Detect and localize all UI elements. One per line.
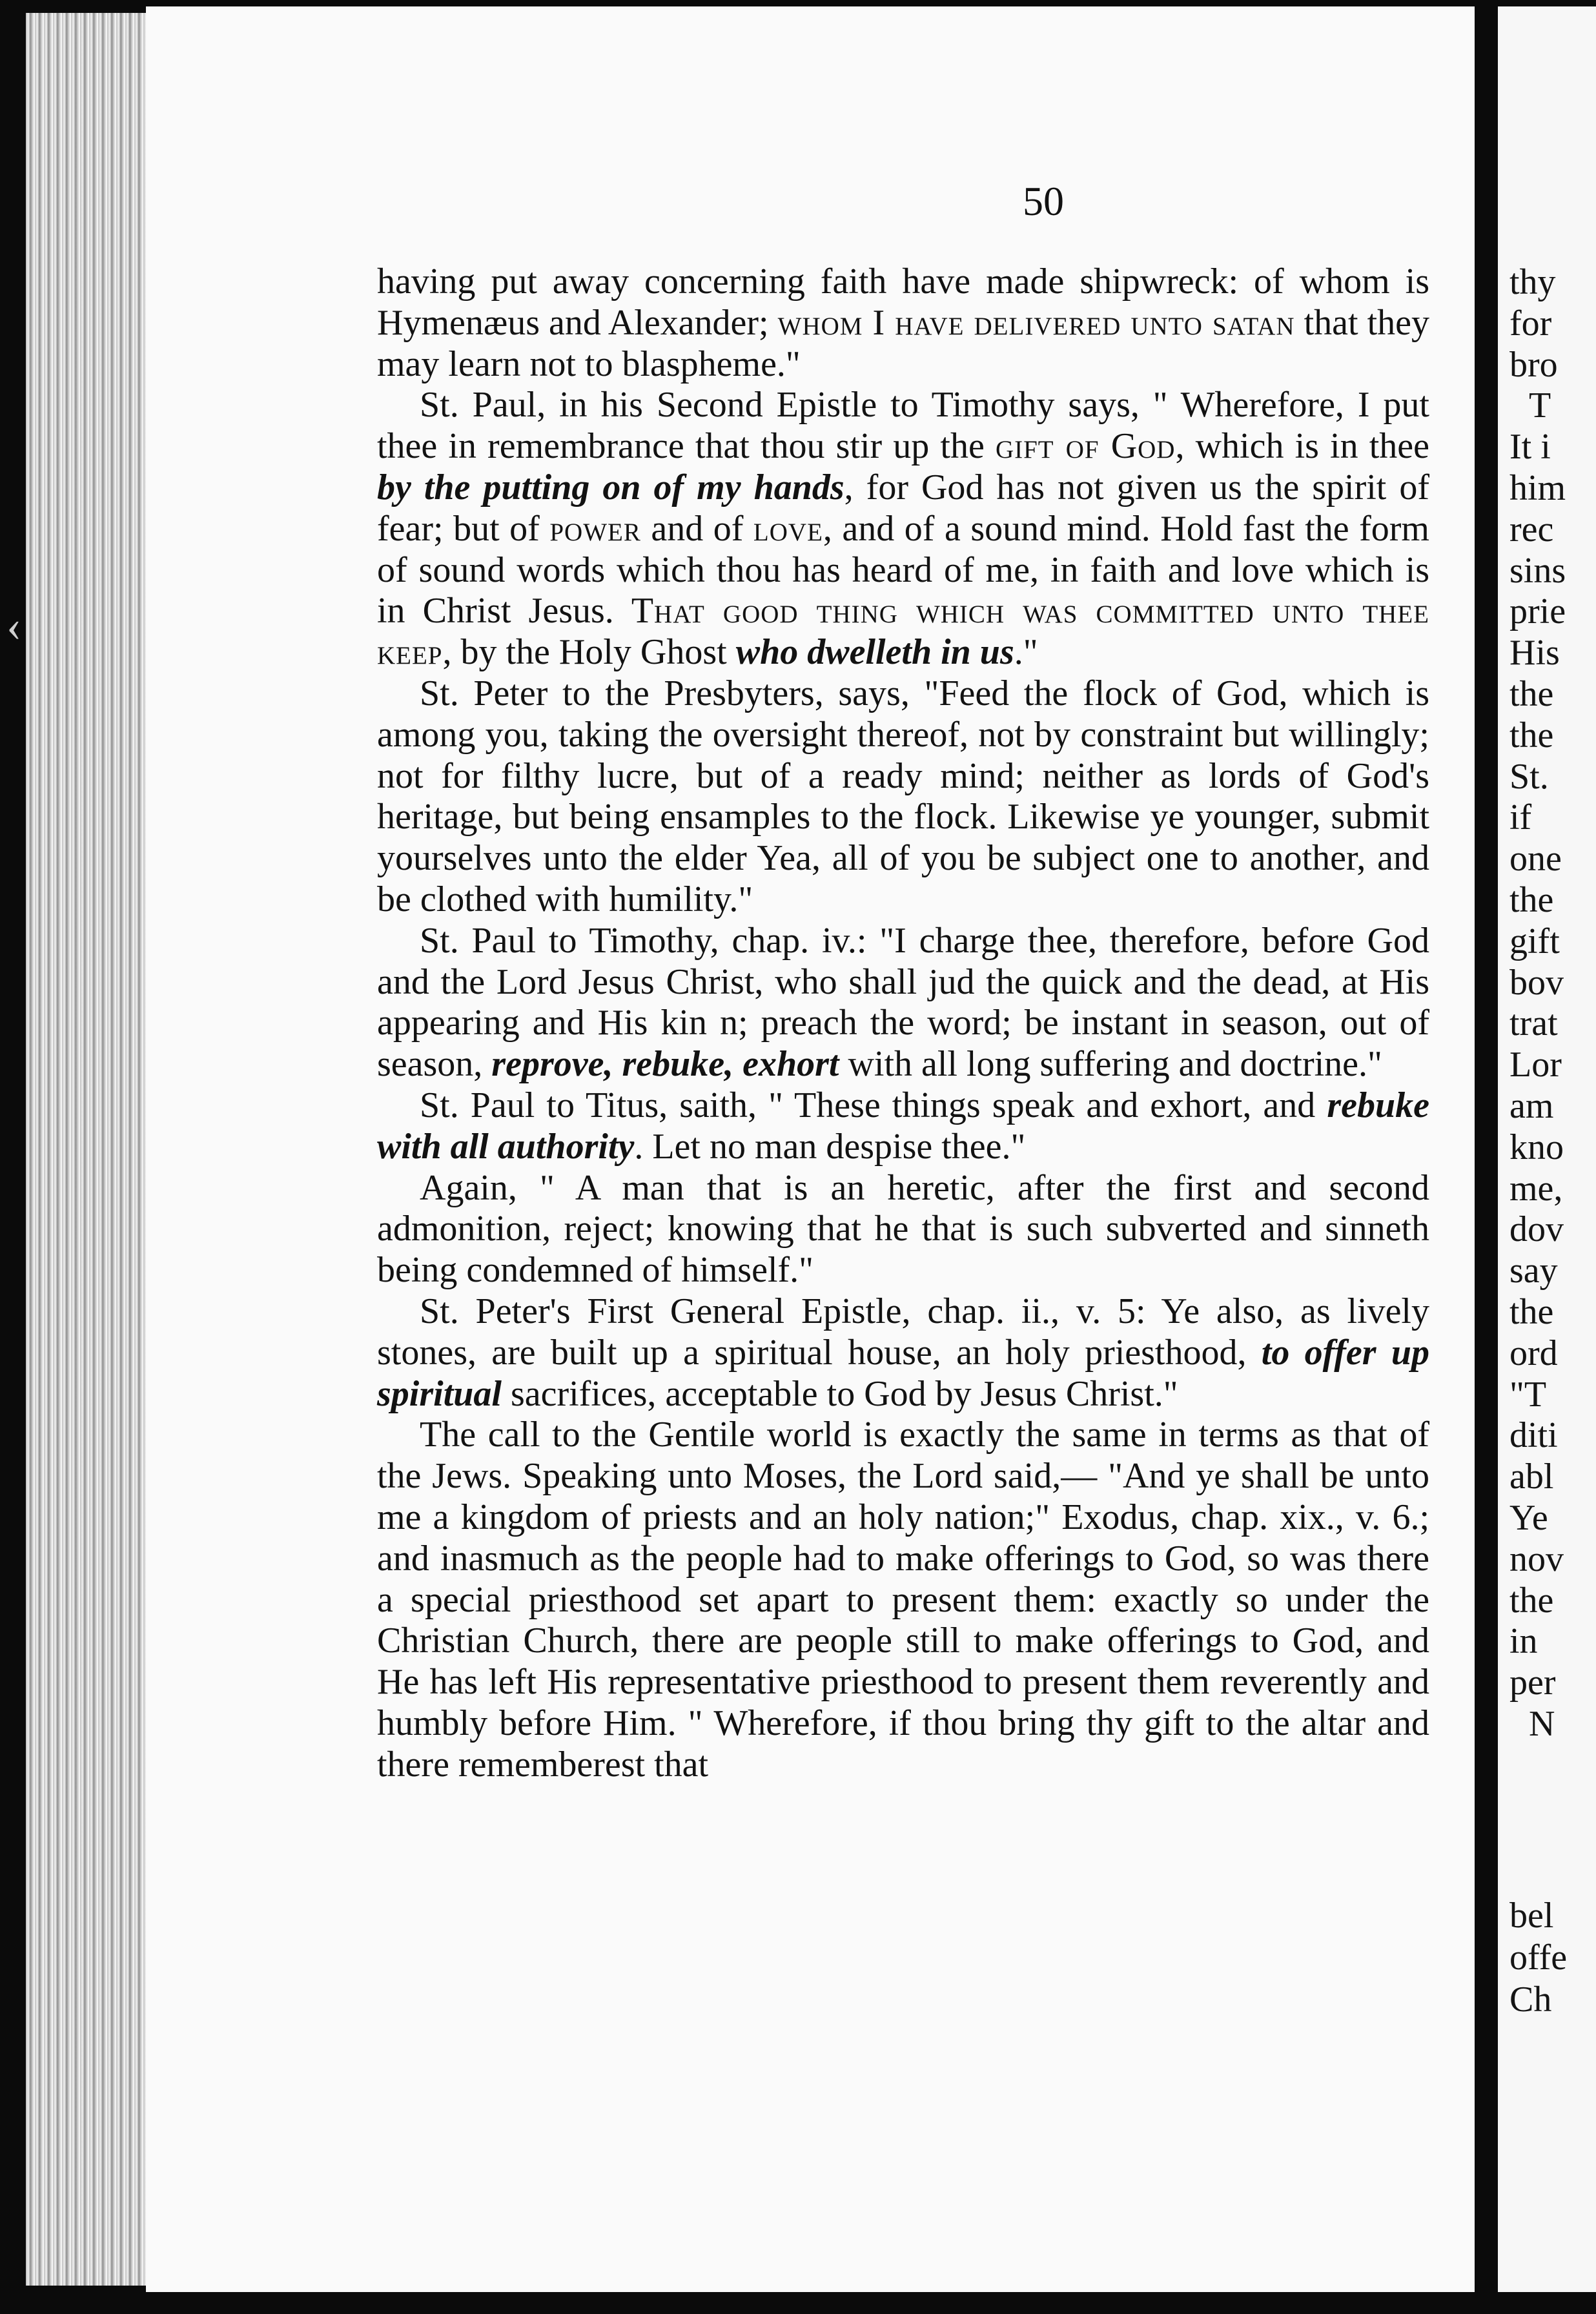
adjacent-page-fragment: ord <box>1509 1333 1558 1373</box>
text-segment: St. Peter to the Presbyters, says, "Feed the flock of God, which is among you, taking the oversight thereof, not by constraint but willingly; not for filthy lucre, but of a ready mind; neither as lords of God's heritage, but being ensamples to the flock. Likewise ye younger, submit yourselves unto the elder Yea, all of you be subject one to another, and be clothed with humility." <box>377 673 1429 919</box>
adjacent-page-fragment: the <box>1509 880 1554 920</box>
text-segment: St. Paul to Timothy, chap. iv.: "I charge thee, therefore, before God and the Lord Jesus Christ, who shall jud the quick and the dead, at His appearing and His kin n; preach the word; be instant in season, out of season, <box>377 920 1429 1085</box>
text-segment: , which is in thee <box>1175 426 1429 467</box>
text-segment: . Let no man despise thee." <box>634 1126 1026 1167</box>
adjacent-page-fragment: in <box>1509 1621 1538 1662</box>
paragraph <box>377 261 1429 385</box>
adjacent-page-fragment: for <box>1509 303 1552 343</box>
adjacent-page-fragment: St. <box>1509 756 1549 797</box>
adjacent-page-fragment: gift <box>1509 921 1560 961</box>
italic-emphasis: to offer up spiritual <box>377 1332 1429 1414</box>
adjacent-page-fragment: offe <box>1509 1938 1568 1978</box>
text-segment: St. Paul, in his Second Epistle to Timothy says, " Wherefore, I put thee in remembrance that thou stir up the <box>377 385 1429 467</box>
adjacent-page-fragment: bro <box>1509 344 1558 385</box>
adjacent-page-fragment: N <box>1529 1704 1555 1744</box>
text-segment: ." <box>1014 632 1038 673</box>
text-segment: , by the Holy Ghost <box>442 632 736 673</box>
italic-emphasis: by the putting on of my hands <box>377 467 844 507</box>
text-segment: St. Peter's First General Epistle, chap. ii., v. 5: Ye also, as lively stones, are built up a spiritual house, an holy priesthood, <box>377 1291 1429 1373</box>
adjacent-page-fragment: if <box>1509 797 1532 838</box>
margin-mark: ‹ <box>6 601 22 651</box>
adjacent-page-edge <box>1498 6 1596 2292</box>
adjacent-page-fragment: "T <box>1509 1374 1547 1415</box>
small-caps-text: power <box>549 508 641 549</box>
adjacent-page-fragment: diti <box>1509 1415 1558 1456</box>
page-number: 50 <box>1023 178 1064 224</box>
adjacent-page-fragment: dov <box>1509 1209 1564 1250</box>
text-segment: , and of a sound mind. Hold fast the form of sound words which thou has heard of me, in faith and love which is in Christ Jesus. <box>377 508 1429 631</box>
adjacent-page-fragment: His <box>1509 633 1560 673</box>
small-caps-text: gift of God <box>995 426 1176 467</box>
paragraph <box>377 673 1429 921</box>
paragraph <box>377 1291 1429 1415</box>
adjacent-page-fragment: the <box>1509 715 1554 755</box>
adjacent-page-fragment: say <box>1509 1251 1558 1291</box>
adjacent-page-fragment: abl <box>1509 1457 1554 1497</box>
paragraph <box>377 921 1429 1085</box>
adjacent-page-fragment: It i <box>1509 427 1551 467</box>
italic-emphasis: who dwelleth in us <box>735 632 1014 673</box>
adjacent-page-fragment: trat <box>1509 1003 1558 1044</box>
adjacent-page-fragment: prie <box>1509 591 1566 632</box>
adjacent-page-fragment: him <box>1509 468 1566 508</box>
small-caps-text: love <box>753 508 823 549</box>
text-segment: having put away concerning faith have made shipwreck: of whom is Hymenæus and Alexander; <box>377 261 1429 343</box>
small-caps-text: whom I have delivered unto satan <box>777 302 1295 343</box>
book-binding-edge <box>26 13 152 2286</box>
adjacent-page-fragment: the <box>1509 674 1554 714</box>
adjacent-page-fragment: T <box>1529 385 1551 426</box>
adjacent-page-fragment: thy <box>1509 262 1556 302</box>
text-segment: that they may learn not to blaspheme." <box>377 302 1430 384</box>
adjacent-page-fragment: kno <box>1509 1127 1564 1167</box>
adjacent-page-fragment: the <box>1509 1292 1554 1332</box>
adjacent-page-fragment: per <box>1509 1663 1556 1703</box>
page-text <box>377 261 1429 1785</box>
text-segment: with all long suffering and doctrine." <box>839 1044 1382 1085</box>
paragraph <box>377 1168 1429 1291</box>
text-segment: The call to the Gentile world is exactly the same in terms as that of the Jews. Speaking unto Moses, the Lord said,— "And ye shall be unto me a kingdom of priests and an holy nation;" Exodus, chap. xix., v. 6.; and inasmuch as the people had to make offerings to God, so was there a special priesthood set apart to present them: exactly so under the Christian Church, there are people still to make offerings to God, and He has left His representative priesthood to present them reverently and humbly before Him. " Wherefore, if thou bring thy gift to the altar and there rememberest that <box>377 1415 1429 1785</box>
small-caps-text: That good thing which was committed unto thee keep <box>377 591 1429 673</box>
paragraph <box>377 1085 1429 1168</box>
paragraph <box>377 1415 1429 1785</box>
adjacent-page-fragment: bov <box>1509 962 1564 1003</box>
page-gutter <box>1475 6 1498 2292</box>
adjacent-page-fragment: Lor <box>1509 1045 1562 1085</box>
text-segment: Again, " A man that is an heretic, after the first and second admonition, reject; knowing that he that is such subverted and sinneth being condemned of himself." <box>377 1167 1429 1291</box>
adjacent-page-fragment: sins <box>1509 550 1566 591</box>
italic-emphasis: rebuke with all authority <box>377 1085 1429 1167</box>
adjacent-page-fragment: the <box>1509 1580 1554 1621</box>
italic-emphasis: reprove, rebuke, exhort <box>491 1044 839 1085</box>
text-segment: and of <box>640 508 753 549</box>
paragraph <box>377 385 1429 673</box>
adjacent-page-fragment: one <box>1509 839 1562 879</box>
adjacent-page-fragment: am <box>1509 1086 1554 1126</box>
adjacent-page-fragment: Ye <box>1509 1498 1548 1538</box>
adjacent-page-fragment: me, <box>1509 1168 1563 1209</box>
text-segment: sacrifices, acceptable to God by Jesus Christ." <box>501 1373 1178 1414</box>
text-segment: , for God has not given us the spirit of fear; but of <box>377 467 1429 549</box>
text-segment: St. Paul to Titus, saith, " These things speak and exhort, and <box>420 1085 1327 1125</box>
adjacent-page-fragment: Ch <box>1509 1980 1552 2020</box>
adjacent-page-fragment: bel <box>1509 1896 1554 1936</box>
adjacent-page-fragment: rec <box>1509 509 1554 549</box>
adjacent-page-fragment: nov <box>1509 1539 1564 1579</box>
